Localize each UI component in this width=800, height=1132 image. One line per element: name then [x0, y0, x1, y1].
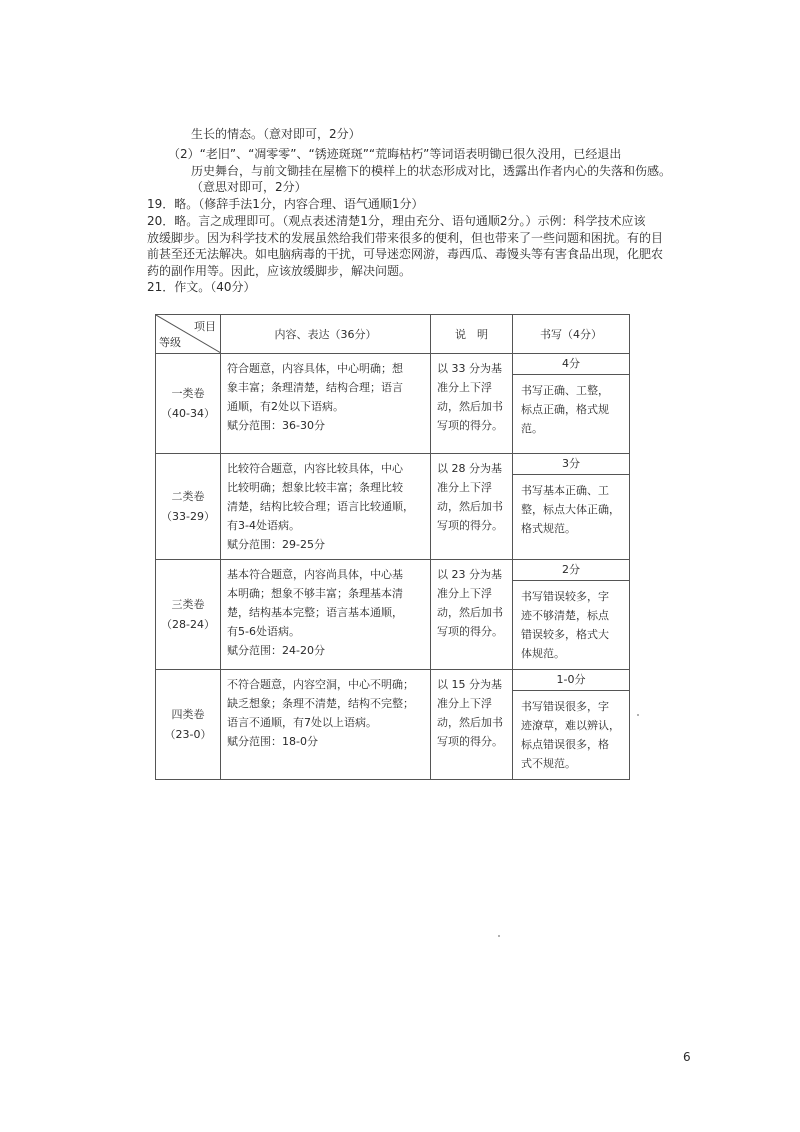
writing-cell [513, 354, 630, 454]
table-row [156, 454, 630, 560]
corner-cell [156, 315, 221, 354]
content-line: 有3-4处语病。 [227, 519, 300, 532]
content-line: 语言不通顺，有7处以上语病。 [227, 716, 377, 729]
level-range: （40-34） [161, 406, 215, 420]
line-2: （2）“老旧”、“凋零零”、“锈迹斑斑”“荒晦枯朽”等词语表明锄已很久没用，已经退出 [168, 147, 622, 161]
table-row [156, 560, 630, 670]
level-name: 四类卷 [171, 707, 205, 721]
level-name: 二类卷 [171, 489, 205, 503]
content-line: 比较明确；想象比较丰富；条理比较 [227, 481, 403, 494]
writing-line: 书写正确、工整， [521, 384, 609, 397]
content-line: 通顺，有2处以下语病。 [227, 400, 344, 413]
content-cell [221, 454, 431, 560]
line-9: 药的副作用等。因此，应该放缓脚步，解决问题。 [147, 264, 412, 278]
table-row [156, 670, 630, 780]
page-number: 6 [683, 1050, 691, 1064]
content-line: 本明确；想象不够丰富；条理基本清 [227, 587, 403, 600]
table-row [156, 354, 630, 454]
writing-score: 3分 [513, 454, 629, 475]
note-line: 以 33 分为基 [437, 362, 502, 375]
note-line: 动，然后加书 [437, 500, 503, 513]
line-8: 前甚至还无法解决。如电脑病毒的干扰，可导迷恋网游，毒西瓜、毒馒头等有害食品出现，化肥农 [147, 247, 664, 261]
level-name: 三类卷 [171, 597, 205, 611]
content-line: 赋分范围：29-25分 [227, 538, 325, 551]
scan-speck [637, 714, 639, 716]
header-writing: 书写（4分） [513, 315, 630, 354]
writing-line: 迹不够清楚，标点 [521, 609, 609, 622]
content-line: 不符合题意，内容空洞，中心不明确； [227, 678, 414, 691]
writing-cell [513, 560, 630, 670]
header-note: 说 明 [431, 315, 513, 354]
writing-line: 书写基本正确、工 [521, 484, 609, 497]
line-4: （意思对即可，2分） [191, 180, 307, 194]
note-line: 准分上下浮 [437, 381, 492, 394]
note-line: 以 28 分为基 [437, 462, 502, 475]
writing-line: 格式规范。 [521, 522, 576, 535]
line-1: 生长的情态。（意对即可，2分） [191, 127, 361, 141]
writing-line: 式不规范。 [521, 757, 576, 770]
writing-cell [513, 670, 630, 780]
content-cell [221, 354, 431, 454]
level-cell [156, 454, 221, 560]
corner-bottom-label: 等级 [159, 336, 181, 349]
content-cell [221, 560, 431, 670]
scan-speck [498, 935, 500, 937]
line-10: 21．作文。（40分） [147, 280, 256, 294]
writing-line: 体规范。 [521, 647, 565, 660]
level-name: 一类卷 [171, 386, 205, 400]
level-range: （28-24） [161, 617, 215, 631]
writing-line: 标点正确，格式规 [521, 403, 609, 416]
level-range: （23-0） [164, 727, 212, 741]
writing-cell [513, 454, 630, 560]
content-line: 符合题意，内容具体，中心明确；想 [227, 362, 403, 375]
table-header-row [156, 315, 630, 354]
writing-line: 标点错误很多，格 [521, 738, 609, 751]
writing-line: 书写错误较多，字 [521, 590, 609, 603]
level-cell [156, 670, 221, 780]
note-line: 准分上下浮 [437, 697, 492, 710]
content-line: 有5-6处语病。 [227, 625, 300, 638]
note-cell [431, 454, 513, 560]
note-line: 准分上下浮 [437, 481, 492, 494]
corner-top-label: 项目 [194, 320, 216, 333]
note-line: 准分上下浮 [437, 587, 492, 600]
writing-score: 2分 [513, 560, 629, 581]
content-line: 比较符合题意，内容比较具体，中心 [227, 462, 403, 475]
writing-line: 整，标点大体正确， [521, 503, 620, 516]
note-line: 写项的得分。 [437, 625, 503, 638]
note-line: 以 15 分为基 [437, 678, 502, 691]
content-line: 赋分范围：18-0分 [227, 735, 318, 748]
content-line: 基本符合题意，内容尚具体，中心基 [227, 568, 403, 581]
writing-score: 4分 [513, 354, 629, 375]
content-line: 赋分范围：24-20分 [227, 644, 325, 657]
writing-line: 书写错误很多，字 [521, 700, 609, 713]
line-6: 20．略。言之成理即可。（观点表述清楚1分，理由充分、语句通顺2分。）示例：科学技术应该 [147, 214, 646, 228]
level-cell [156, 560, 221, 670]
note-line: 动，然后加书 [437, 606, 503, 619]
content-line: 象丰富；条理清楚，结构合理；语言 [227, 381, 403, 394]
line-7: 放缓脚步。因为科学技术的发展虽然给我们带来很多的便利，但也带来了一些问题和困扰。有的目 [147, 231, 664, 245]
note-line: 动，然后加书 [437, 400, 503, 413]
line-3: 历史舞台，与前文锄挂在屋檐下的模样上的状态形成对比，透露出作者内心的失落和伤感。 [191, 164, 672, 178]
note-line: 写项的得分。 [437, 519, 503, 532]
note-cell [431, 560, 513, 670]
note-line: 动，然后加书 [437, 716, 503, 729]
note-line: 写项的得分。 [437, 735, 503, 748]
header-content: 内容、表达（36分） [221, 315, 431, 354]
writing-line: 范。 [521, 422, 543, 435]
content-line: 赋分范围：36-30分 [227, 419, 325, 432]
content-line: 楚，结构基本完整；语言基本通顺， [227, 606, 403, 619]
content-line: 缺乏想象；条理不清楚，结构不完整； [227, 697, 414, 710]
note-line: 写项的得分。 [437, 419, 503, 432]
level-cell [156, 354, 221, 454]
writing-line: 迹潦草，难以辨认， [521, 719, 620, 732]
content-cell [221, 670, 431, 780]
writing-score: 1-0分 [513, 670, 629, 691]
note-cell [431, 354, 513, 454]
writing-line: 错误较多，格式大 [521, 628, 609, 641]
note-cell [431, 670, 513, 780]
note-line: 以 23 分为基 [437, 568, 502, 581]
line-5: 19．略。（修辞手法1分，内容合理、语气通顺1分） [147, 197, 424, 211]
grading-table [155, 314, 630, 780]
content-line: 清楚，结构比较合理；语言比较通顺， [227, 500, 414, 513]
level-range: （33-29） [161, 509, 215, 523]
